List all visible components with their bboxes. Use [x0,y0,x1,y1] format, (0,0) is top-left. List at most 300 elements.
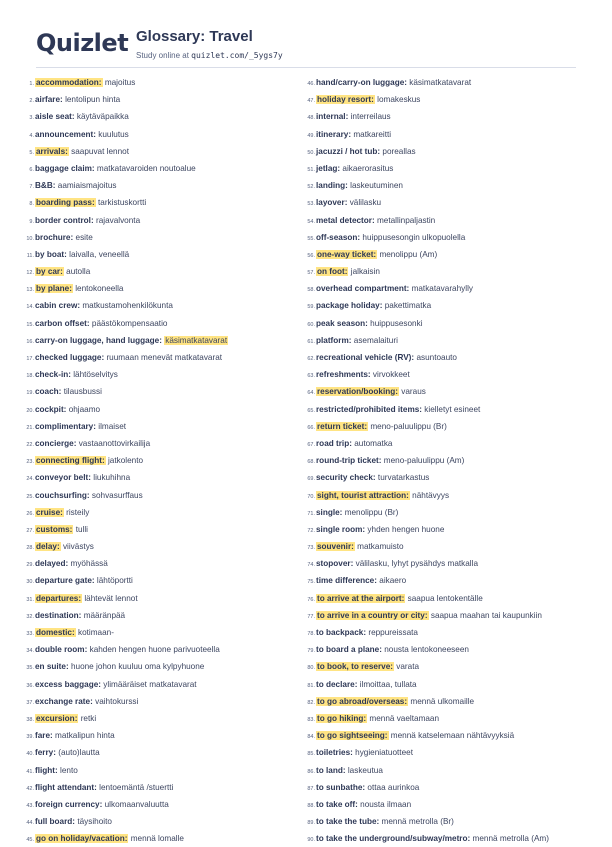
term-separator: : [406,490,409,500]
item-definition: ilmaiset [98,421,127,431]
item-term: jetlag [316,163,338,173]
term-separator: : [349,438,352,448]
glossary-item [305,796,580,813]
item-number: 28. [26,545,34,552]
glossary-item [24,676,299,693]
highlighted-term [316,95,375,104]
item-definition: lentoemäntä /stuertti [99,782,174,792]
item-term: single room [316,524,363,534]
item-definition: jatkolento [107,456,144,466]
glossary-item [24,590,299,607]
term-separator: : [91,198,95,208]
glossary-item [305,435,580,452]
item-number: 83. [307,716,315,723]
glossary-item [24,401,299,418]
item-number: 43. [26,802,34,809]
item-term: one-way ticket [317,249,374,259]
highlighted-term [316,611,429,620]
highlighted-term [316,387,399,396]
item-term: road trip [316,438,350,448]
term-separator: : [64,249,67,259]
item-definition: poreallas [382,146,416,156]
glossary-item [305,401,580,418]
item-number: 85. [307,751,315,758]
glossary-item [24,246,299,263]
highlighted-term [35,456,106,465]
glossary-item [24,830,299,847]
item-term: by boat [35,249,65,259]
glossary-item [24,487,299,504]
term-separator: : [86,490,90,500]
item-definition: esite [75,232,93,242]
item-number: 81. [307,682,315,689]
glossary-item [305,280,580,297]
term-separator: : [72,817,76,827]
item-number: 4. [29,132,34,139]
highlighted-term [35,628,76,637]
item-term: security check [316,473,373,483]
item-definition: kahden hengen huone parivuoteella [89,645,220,655]
study-url-link[interactable]: quizlet.com/_5ygs7y [191,51,283,60]
item-term: to take the underground/subway/metro [316,834,468,844]
item-term: on foot [317,267,345,277]
item-term: go on holiday/vacation [36,834,125,844]
term-separator: : [73,438,77,448]
item-number: 12. [26,270,34,277]
item-definition: liukuhihna [93,473,131,483]
term-separator: : [354,679,358,689]
term-separator: : [348,129,352,139]
item-number: 76. [307,596,315,603]
glossary-item [305,212,580,229]
glossary-item [305,727,580,744]
highlighted-term [35,147,69,156]
glossary-item [24,435,299,452]
item-definition: lähtöselvitys [73,370,118,380]
item-number: 9. [29,218,34,225]
term-separator: : [390,662,393,672]
item-number: 68. [307,459,315,466]
item-term: airfare [35,95,61,105]
item-definition: (auto)lautta [58,748,100,758]
item-definition: varata [396,662,420,672]
item-number: 87. [307,785,315,792]
item-definition: asuntoauto [416,353,457,362]
term-separator: : [342,765,346,775]
item-definition: käsimatkatavarat [165,335,228,345]
term-separator: : [68,370,71,380]
highlighted-term [35,714,78,723]
item-number: 23. [26,459,34,466]
item-definition: lento [60,765,78,775]
term-separator: : [339,507,343,517]
term-separator: : [363,713,367,723]
highlighted-term [316,594,405,603]
term-separator: : [404,696,408,706]
glossary-item [24,710,299,727]
item-definition: tilausbussi [63,387,102,397]
item-definition: vastaanottovirkailija [78,438,151,448]
item-term: to declare [316,679,355,689]
item-term: souvenir [317,542,352,552]
item-term: round-trip ticket [316,456,379,466]
glossary-item [305,452,580,469]
glossary-item [305,418,580,435]
term-separator: : [77,301,81,311]
term-separator: : [419,404,423,414]
item-definition: matkareitti [353,129,392,139]
item-definition: viivästys [62,542,94,552]
item-term: double room [35,645,85,655]
item-number: 19. [26,390,34,397]
item-number: 42. [26,785,34,792]
item-term: to arrive at the airport [317,593,402,603]
item-term: connecting flight [36,456,102,466]
item-definition: nousta lentokoneeseen [384,645,469,655]
item-definition: mennä lomalle [130,834,184,844]
glossary-item [24,521,299,538]
item-term: delayed [35,559,66,569]
glossary-item [305,143,580,160]
term-separator: : [74,713,78,723]
item-number: 24. [26,476,34,483]
item-definition: saapua lentokentälle [407,593,483,603]
item-number: 41. [26,768,34,775]
highlighted-term [35,284,73,293]
item-number: 14. [26,304,34,311]
highlighted-term [316,714,367,723]
glossary-item [305,108,580,125]
item-term: time difference [316,576,375,586]
item-term: platform [316,335,349,345]
glossary-item [24,383,299,400]
header-divider [36,67,576,68]
item-number: 35. [26,665,34,672]
highlighted-term [35,267,64,276]
glossary-item [305,624,580,641]
item-term: full board [35,817,73,827]
glossary-item [305,469,580,486]
term-separator: : [424,610,428,620]
item-term: foreign currency [35,799,100,809]
term-separator: : [71,628,75,637]
term-separator: : [101,353,105,362]
term-separator: : [350,748,353,758]
item-term: delay [36,542,57,552]
item-definition: metallinpaljastin [376,215,436,225]
glossary-item [305,607,580,624]
item-number: 29. [26,562,34,569]
item-definition: menolippu (Br) [344,507,399,517]
item-number: 17. [26,356,34,362]
item-definition: matkamuisto [357,542,404,552]
item-definition: lähtevät lennot [84,593,138,603]
item-number: 44. [26,820,34,827]
item-number: 26. [26,510,34,517]
term-separator: : [348,335,352,345]
glossary-item [305,383,580,400]
term-separator: : [371,95,374,105]
highlighted-term [316,267,348,276]
item-definition: ohjaamo [68,404,101,414]
item-term: jacuzzi / hot tub [316,146,378,156]
item-term: concierge [35,438,74,448]
term-separator: : [351,542,354,552]
item-number: 32. [26,613,34,620]
term-separator: : [371,215,375,225]
term-separator: : [357,232,361,242]
item-number: 38. [26,716,34,723]
item-definition: lähtöportti [96,576,133,586]
item-definition: meno-paluulippu (Br) [370,421,447,431]
item-number: 48. [307,115,315,122]
term-separator: : [78,593,82,603]
glossary-item [24,538,299,555]
glossary-item [305,744,580,761]
item-definition: autolla [66,267,91,277]
item-definition: lomakeskus [377,95,421,105]
item-definition: ylimääräiset matkatavarat [103,679,197,689]
term-separator: : [406,284,410,294]
item-term: coach [35,387,59,397]
item-number: 60. [307,321,315,328]
term-separator: : [60,95,63,105]
item-term: carry-on luggage, hand luggage [35,335,160,345]
glossary-item [24,572,299,589]
item-definition: pakettimatka [384,301,432,311]
highlighted-term [316,542,355,551]
glossary-item [305,160,580,177]
glossary-item [24,297,299,314]
item-definition: täysihoito [77,817,112,827]
item-number: 2. [29,98,34,105]
glossary-item [305,813,580,830]
item-term: to go sightseeing [317,731,385,741]
term-separator: : [88,473,91,483]
item-number: 63. [307,373,315,380]
item-number: 6. [29,166,34,173]
glossary-item [305,487,580,504]
item-definition: saapua maahan tai kaupunkiin [430,610,542,620]
item-definition: lentokoneella [75,284,124,294]
item-definition: kielletyt esineet [424,404,481,414]
term-separator: : [373,249,377,259]
item-number: 25. [26,493,34,500]
item-term: single [316,507,340,517]
term-separator: : [374,576,377,586]
item-definition: menolippu (Am) [379,249,438,259]
item-definition: sohvasurffaus [91,490,143,500]
item-definition: rajavalvonta [95,215,141,225]
term-separator: : [90,215,94,225]
glossary-item [24,607,299,624]
highlighted-term [35,78,103,87]
term-separator: : [65,559,69,569]
item-definition: majoitus [104,78,136,87]
term-separator: : [345,181,348,191]
glossary-item [305,297,580,314]
glossary-item [24,280,299,297]
glossary-item [305,177,580,194]
glossary-item [24,727,299,744]
term-separator: : [93,129,96,139]
item-term: flight [35,765,56,775]
term-separator: : [84,645,88,655]
item-term: sight, tourist attraction [317,490,407,500]
item-number: 73. [307,545,315,552]
item-term: exchange rate [35,696,91,706]
term-separator: : [63,404,67,414]
item-term: to go abroad/overseas [317,696,405,706]
item-number: 65. [307,407,315,414]
item-number: 11. [26,252,34,259]
item-number: 66. [307,424,315,431]
item-term: cockpit [35,404,64,414]
term-separator: : [379,645,382,655]
item-term: to land [316,765,343,775]
item-number: 58. [307,287,315,294]
term-separator: : [94,782,97,792]
item-definition: laskeutuminen [350,181,403,191]
glossary-item [305,263,580,280]
item-term: stopover [316,559,351,569]
glossary-item [24,744,299,761]
glossary-column-right [305,74,580,847]
item-term: holiday resort [317,95,372,105]
item-definition: ottaa aurinkoa [367,782,420,792]
item-number: 5. [29,149,34,156]
highlighted-term [35,594,82,603]
glossary-item [305,246,580,263]
term-separator: : [372,473,376,483]
item-term: to go hiking [317,713,364,723]
term-separator: : [55,765,58,775]
item-number: 22. [26,441,34,448]
item-definition: tulli [75,524,88,534]
item-number: 47. [307,98,315,105]
item-number: 34. [26,648,34,655]
item-term: landing [316,181,346,191]
item-term: aisle seat [35,112,72,122]
item-definition: risteily [66,507,90,517]
item-definition: käytäväpaikka [76,112,129,122]
item-definition: huippusesongin ulkopuolella [362,232,466,242]
item-definition: meno-paluulippu (Am) [383,456,465,466]
item-number: 8. [29,201,34,208]
glossary-item [24,779,299,796]
item-term: by car [36,267,61,277]
item-definition: matkatavarahylly [411,284,473,294]
glossary-item [305,572,580,589]
item-definition: laivalla, veneellä [69,249,130,259]
term-separator: : [50,731,53,741]
item-term: metal detector [316,215,372,225]
item-term: checked luggage [35,353,102,362]
highlighted-term [35,198,96,207]
item-number: 18. [26,373,34,380]
item-term: fare [35,731,51,741]
glossary-item [305,658,580,675]
item-definition: ulkomaanvaluutta [104,799,169,809]
highlighted-term [316,250,377,259]
glossary-item [24,143,299,160]
glossary-item [24,796,299,813]
item-number: 55. [307,235,315,242]
item-definition: aikaerorasitus [342,163,394,173]
glossary-item [305,366,580,383]
glossary-item [305,504,580,521]
term-separator: : [124,834,128,844]
term-separator: : [350,559,354,569]
glossary-item [24,641,299,658]
glossary-item [24,813,299,830]
page-subtitle [136,51,283,60]
item-term: complimentary [35,421,94,431]
item-number: 70. [307,493,315,500]
item-definition: huippusesonki [370,318,423,328]
term-separator: : [78,610,82,620]
item-number: 46. [307,81,315,87]
term-separator: : [60,507,63,517]
item-term: to take the tube [316,817,377,827]
item-term: reservation/booking [317,387,396,397]
item-term: baggage claim [35,163,92,173]
item-number: 15. [26,321,34,328]
term-separator: : [411,353,415,362]
term-separator: : [90,696,93,706]
item-definition: matkatavaroiden noutoalue [96,163,196,173]
term-separator: : [379,301,383,311]
glossary-item [24,469,299,486]
term-separator: : [91,163,95,173]
item-term: couchsurfing [35,490,87,500]
item-term: excess baggage [35,679,99,689]
item-term: itinerary [316,129,349,139]
page-title: Glossary: Travel [136,28,253,45]
term-separator: : [56,542,60,552]
glossary-item [24,332,299,349]
term-separator: : [52,181,56,191]
item-definition: kuulutus [98,129,129,139]
item-term: departures [36,593,79,603]
item-number: 61. [307,338,315,345]
item-term: toiletries [316,748,351,758]
glossary-column-left [24,74,299,847]
term-separator: : [467,834,471,844]
item-definition: tarkistuskortti [97,198,147,208]
glossary-item [24,624,299,641]
term-separator: : [337,163,341,173]
term-separator: : [71,112,75,122]
glossary-item [24,658,299,675]
item-number: 33. [26,631,34,637]
term-separator: : [344,198,348,208]
highlighted-term [316,697,408,706]
glossary-item [305,710,580,727]
term-separator: : [384,731,388,741]
item-definition: mennä katselemaan nähtävyyksiä [390,731,515,741]
glossary-item [305,538,580,555]
item-term: restricted/prohibited items [316,404,420,414]
term-separator: : [99,799,103,809]
item-term: arrivals [36,146,66,156]
item-term: conveyor belt [35,473,89,483]
glossary-item [305,126,580,143]
item-definition: käsimatkatavarat [409,78,472,87]
item-number: 7. [29,184,34,191]
item-definition: määränpää [83,610,126,620]
item-number: 89. [307,820,315,827]
